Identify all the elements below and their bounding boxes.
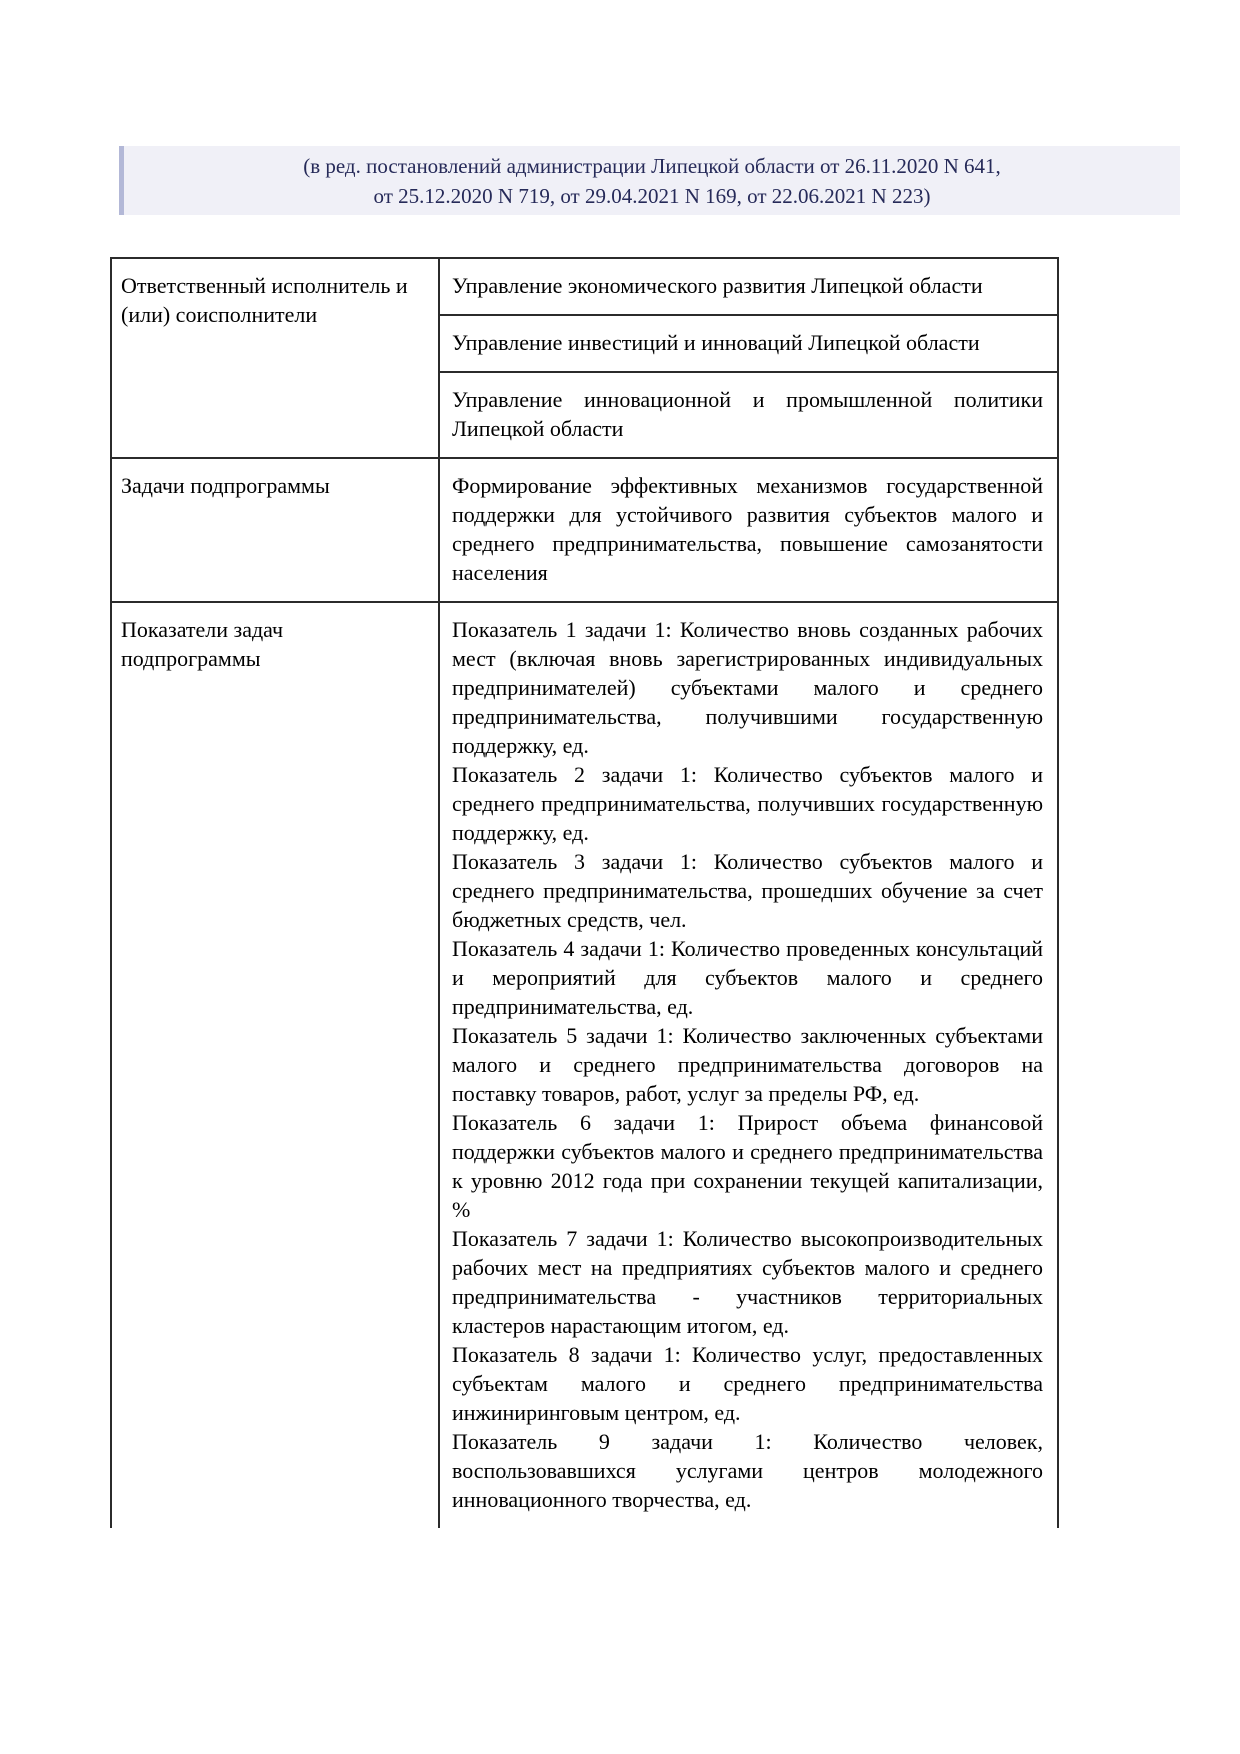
indicator-item-4: Показатель 4 задачи 1: Количество проведенных консультаций и мероприятий для субъектов малого и среднего предпринимательства, ед. bbox=[452, 936, 1043, 1019]
cell-executor-1: Управление экономического развития Липецкой области bbox=[439, 258, 1058, 315]
label-subprogram-tasks: Задачи подпрограммы bbox=[111, 458, 439, 602]
cell-executor-3: Управление инновационной и промышленной политики Липецкой области bbox=[439, 372, 1058, 458]
table-row bbox=[111, 458, 1058, 602]
cell-subprogram-tasks: Формирование эффективных механизмов государственной поддержки для устойчивого развития субъектов малого и среднего предпринимательства, повышение самозанятости населения bbox=[439, 458, 1058, 602]
amendment-note-line-1: (в ред. постановлений администрации Липецкой области от 26.11.2020 N 641, bbox=[303, 154, 1001, 178]
indicator-item-8: Показатель 8 задачи 1: Количество услуг, предоставленных субъектам малого и среднего предпринимательства инжиниринговым центром, ед. bbox=[452, 1342, 1043, 1425]
subprogram-attributes-table bbox=[110, 257, 1059, 1528]
indicator-item-3: Показатель 3 задачи 1: Количество субъектов малого и среднего предпринимательства, прошедших обучение за счет бюджетных средств, чел. bbox=[452, 849, 1043, 932]
amendment-note bbox=[119, 146, 1180, 215]
indicator-item-9: Показатель 9 задачи 1: Количество человек, воспользовавшихся услугами центров молодежного инновационного творчества, ед. bbox=[452, 1429, 1043, 1512]
cell-executor-2: Управление инвестиций и инноваций Липецкой области bbox=[439, 315, 1058, 372]
cell-task-indicators bbox=[439, 602, 1058, 1528]
label-task-indicators: Показатели задач подпрограммы bbox=[111, 602, 439, 1528]
indicator-item-7: Показатель 7 задачи 1: Количество высокопроизводительных рабочих мест на предприятиях субъектов малого и среднего предпринимательства - участников территориальных кластеров нарастающим итогом, ед. bbox=[452, 1226, 1043, 1338]
indicator-item-2: Показатель 2 задачи 1: Количество субъектов малого и среднего предпринимательства, получивших государственную поддержку, ед. bbox=[452, 762, 1043, 845]
label-responsible-executor: Ответственный исполнитель и (или) соисполнители bbox=[111, 258, 439, 458]
indicator-item-1: Показатель 1 задачи 1: Количество вновь созданных рабочих мест (включая вновь зарегистрированных индивидуальных предпринимателей) субъектами малого и среднего предпринимательства, получившими государственную поддержку, ед. bbox=[452, 617, 1043, 758]
indicator-item-5: Показатель 5 задачи 1: Количество заключенных субъектами малого и среднего предпринимательства договоров на поставку товаров, работ, услуг за пределы РФ, ед. bbox=[452, 1023, 1043, 1106]
table-row bbox=[111, 602, 1058, 1528]
indicator-item-6: Показатель 6 задачи 1: Прирост объема финансовой поддержки субъектов малого и среднего предпринимательства к уровню 2012 года при сохранении текущей капитализации, % bbox=[452, 1110, 1043, 1222]
amendment-note-line-2: от 25.12.2020 N 719, от 29.04.2021 N 169, от 22.06.2021 N 223) bbox=[373, 184, 931, 208]
table-row bbox=[111, 258, 1058, 315]
